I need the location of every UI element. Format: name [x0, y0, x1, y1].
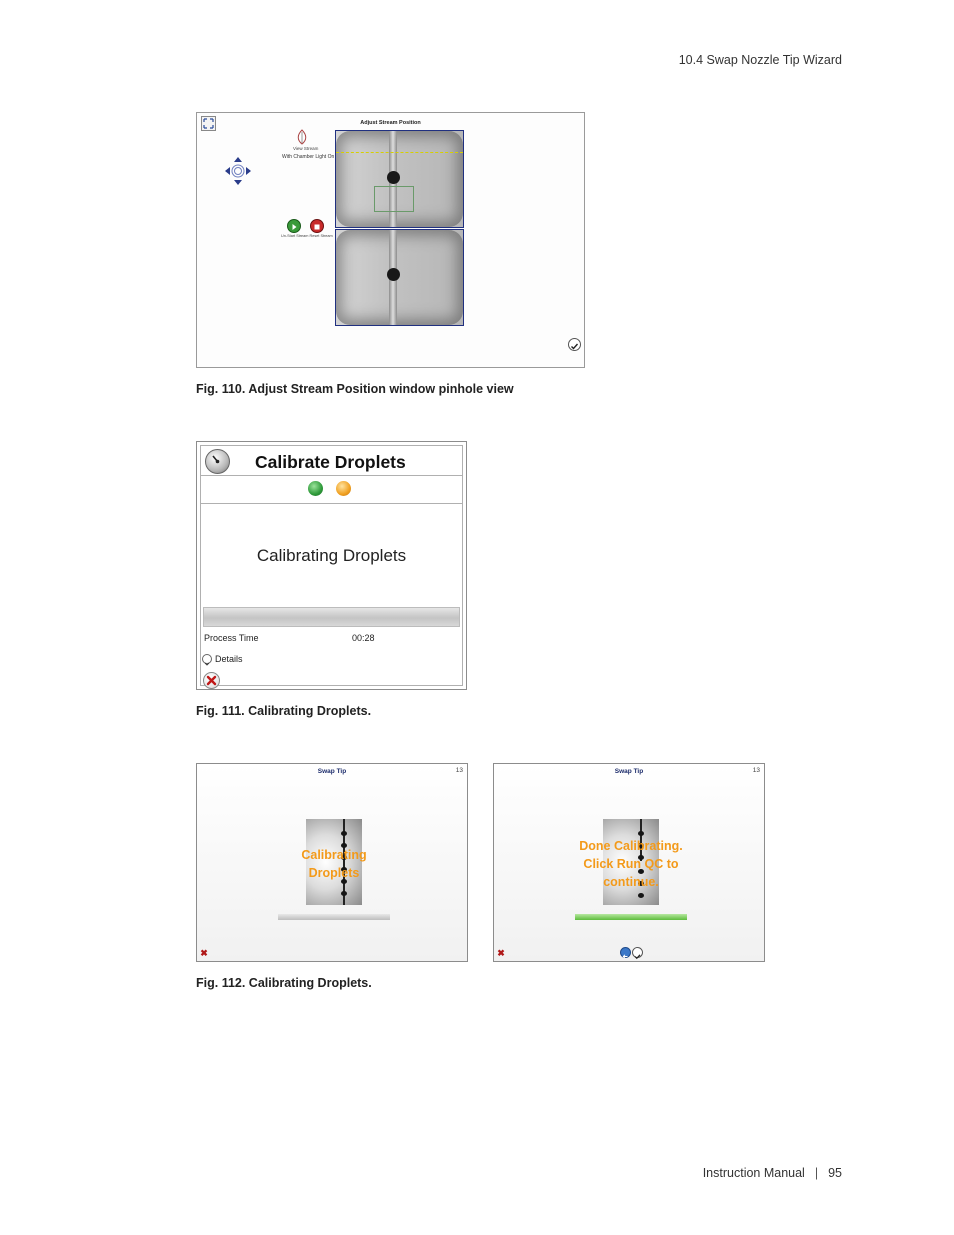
overlay-line-1: Calibrating — [301, 848, 367, 862]
direction-pad-icon[interactable] — [224, 156, 252, 186]
adjust-stream-window — [196, 112, 585, 368]
manual-title: Instruction Manual — [702, 1166, 805, 1180]
process-time-label: Process Time — [204, 633, 259, 643]
calibrate-droplets-dialog — [196, 441, 467, 690]
dialog-body — [200, 445, 463, 686]
orange-status-light — [336, 481, 351, 496]
confirm-check-icon[interactable] — [568, 338, 581, 351]
swap-tip-window-calibrating — [196, 763, 468, 962]
progress-bar — [203, 607, 460, 627]
status-text: Calibrating Droplets — [256, 546, 407, 565]
view-stream-label: View Stream — [293, 146, 319, 151]
run-qc-check-icon[interactable] — [632, 947, 643, 958]
status-lights — [201, 475, 462, 504]
close-icon[interactable]: ✖ — [497, 948, 505, 958]
overlay-line-2: Click Run QC to — [583, 857, 679, 871]
stream-buttons-label: Un-Start Stream Reset Stream — [281, 234, 333, 238]
calibrating-overlay-text — [283, 846, 385, 882]
overlay-line-2: Droplets — [308, 866, 360, 880]
figure-caption: Fig. 112. Calibrating Droplets. — [196, 976, 372, 990]
upper-camera-view — [335, 130, 464, 228]
page-number: 95 — [828, 1166, 842, 1180]
view-stream-icon[interactable] — [295, 129, 309, 145]
green-status-light — [308, 481, 323, 496]
window-title: Swap Tip — [317, 768, 347, 775]
window-title: Adjust Stream Position — [360, 120, 421, 126]
dialog-title: Calibrate Droplets — [255, 452, 406, 472]
swap-tip-window-done — [493, 763, 765, 962]
figure-caption: Fig. 111. Calibrating Droplets. — [196, 704, 372, 718]
step-number: 13 — [455, 767, 463, 774]
fullscreen-icon[interactable] — [201, 116, 216, 131]
close-icon[interactable]: ✖ — [200, 948, 208, 958]
chamber-light-label[interactable]: With Chamber Light On — [282, 154, 335, 160]
overlay-line-1: Done Calibrating. — [579, 839, 683, 853]
close-icon[interactable] — [203, 672, 220, 689]
section-header: 10.4 Swap Nozzle Tip Wizard — [678, 53, 842, 67]
window-title: Swap Tip — [614, 768, 644, 775]
step-number: 13 — [752, 767, 760, 774]
dialog-titlebar — [201, 446, 462, 476]
gauge-icon — [205, 449, 230, 474]
figure-caption: Fig. 110. Adjust Stream Position window pinhole view — [196, 382, 514, 396]
progress-bar — [278, 914, 390, 920]
done-overlay-text — [560, 837, 702, 891]
overlay-line-3: continue. — [603, 875, 659, 889]
progress-bar-complete — [575, 914, 687, 920]
stop-stream-icon[interactable] — [310, 219, 324, 233]
process-time-value: 00:28 — [352, 633, 375, 643]
back-arrow-icon[interactable] — [620, 947, 631, 958]
details-toggle[interactable]: Details — [215, 654, 243, 664]
page-footer: Instruction Manual | 95 — [702, 1166, 842, 1180]
start-stream-icon[interactable] — [287, 219, 301, 233]
chevron-down-icon[interactable] — [202, 654, 212, 664]
lower-camera-view — [335, 229, 464, 326]
